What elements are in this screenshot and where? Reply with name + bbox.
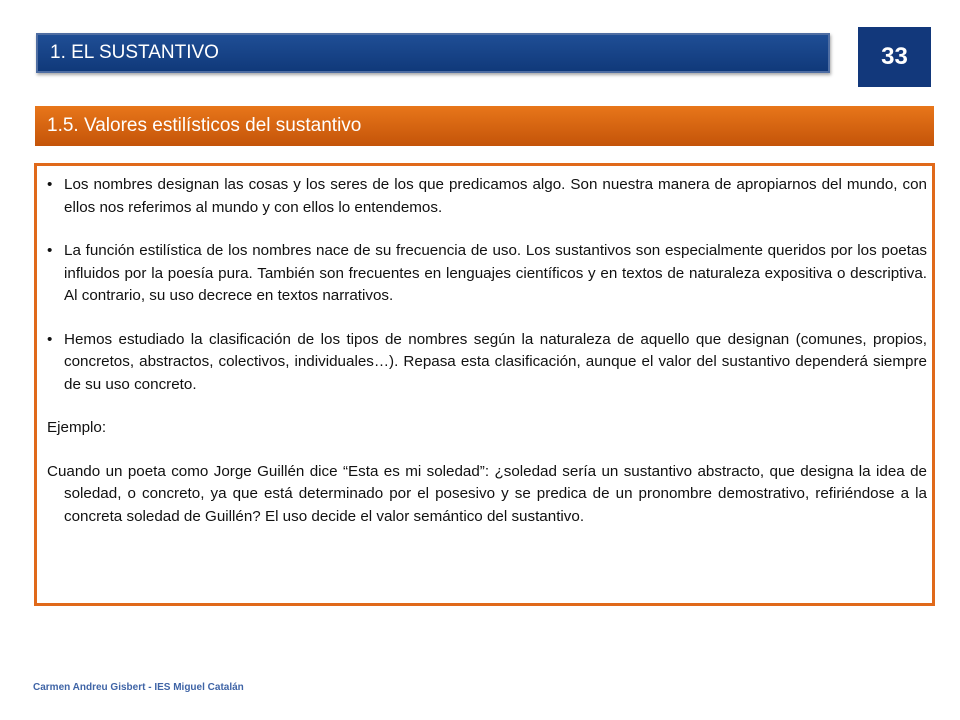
section-subtitle: 1.5. Valores estilísticos del sustantivo: [47, 115, 362, 136]
bullet-item: [47, 174, 927, 219]
section-subtitle-bar: [35, 106, 934, 146]
bullet-text: Los nombres designan las cosas y los seres de los que predicamos algo. Son nuestra manera de apropiarnos del mundo, con ellos nos referimos al mundo y con ellos lo entendemos.: [64, 176, 927, 216]
content-box: [34, 163, 935, 606]
bullet-text: Hemos estudiado la clasificación de los tipos de nombres según la naturaleza de aquello que designan (comunes, propios, concretos, abstractos, colectivos, individuales…). Repasa esta clasificación, aunque el valor del sustantivo dependerá siempre de su uso concreto.: [64, 330, 927, 393]
example-text: Cuando un poeta como Jorge Guillén dice “Esta es mi soledad”: ¿soledad sería un sustantivo abstracto, que designa la idea de soledad, o concreto, ya que está determinado por el posesivo y se predica de un pronombre demostrativo, refiriéndose a la concreta soledad de Guillén? El uso decide el valor semántico del sustantivo.: [47, 462, 927, 525]
bullet-item: [47, 329, 927, 397]
page-number-badge: [858, 27, 931, 87]
bullet-icon: •: [47, 330, 53, 348]
bullet-icon: •: [47, 242, 53, 259]
bullet-text: La función estilística de los nombres nace de su frecuencia de uso. Los sustantivos son especialmente queridos por los poetas influidos por la poesía pura. También son frecuentes en lenguajes científicos y en textos de naturaleza expositiva o descriptiva. Al contrario, su uso decrece en textos narrativos.: [64, 242, 927, 304]
example-label: Ejemplo:: [47, 419, 107, 436]
footer-author: Carmen Andreu Gisbert - IES Miguel Catalán: [33, 682, 244, 693]
slide-title-bar: [36, 33, 830, 73]
page-number: 33: [881, 43, 908, 70]
bullet-icon: •: [47, 176, 53, 193]
bullet-item: [47, 240, 927, 308]
slide-title: 1. EL SUSTANTIVO: [50, 42, 219, 63]
